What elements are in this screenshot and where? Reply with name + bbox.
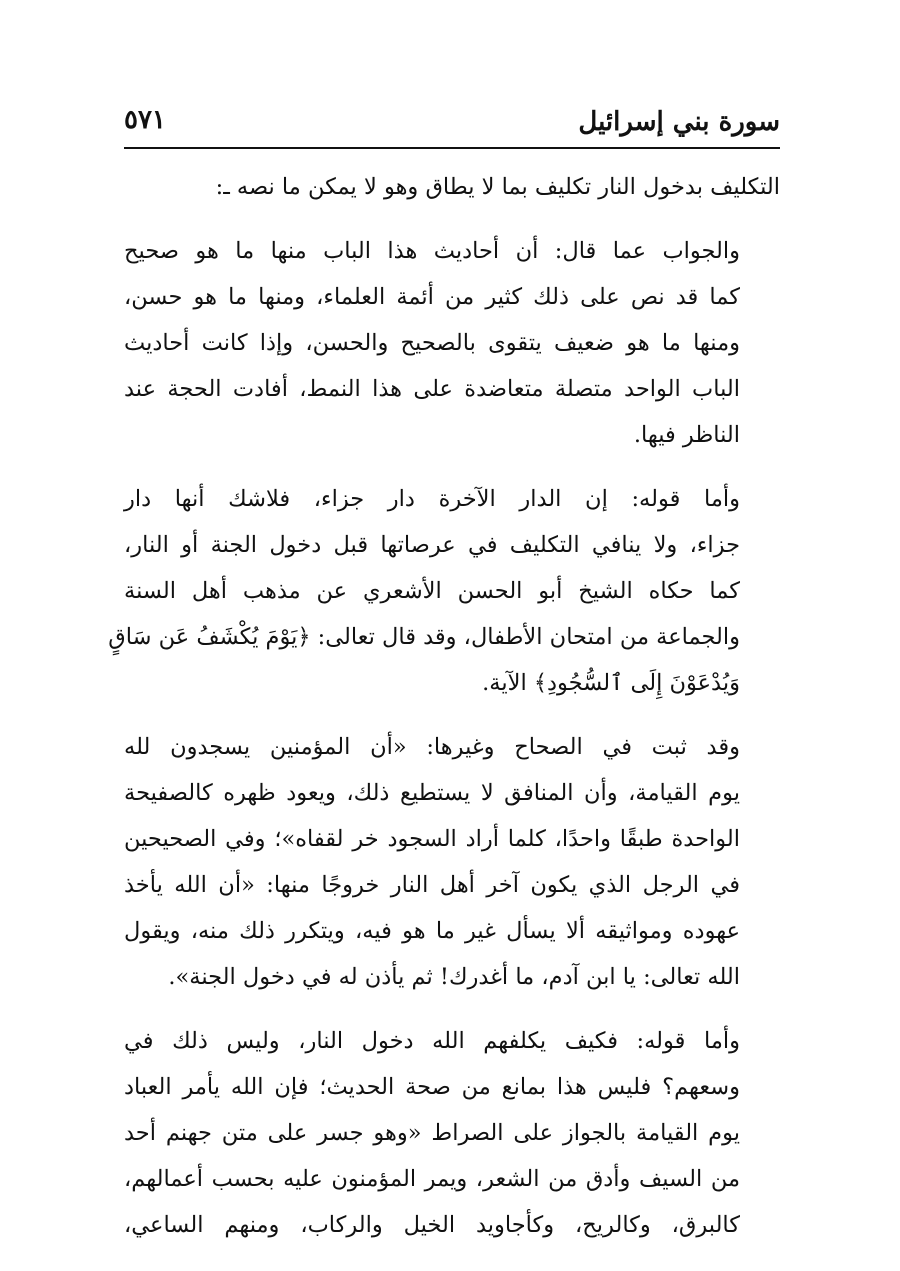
- text-line: في الرجل الذي يكون آخر أهل النار خروجًا منها: «أن الله يأخذ: [124, 872, 740, 898]
- text-line: الواحدة طبقًا واحدًا، كلما أراد السجود خر لقفاه»؛ وفي الصحيحين: [124, 826, 740, 852]
- page-number: ٥٧١: [124, 105, 166, 135]
- text-line: يوم القيامة، وأن المنافق لا يستطيع ذلك، ويعود ظهره كالصفيحة: [124, 780, 740, 806]
- text-line: يوم القيامة بالجواز على الصراط «وهو جسر على متن جهنم أحد: [124, 1120, 740, 1146]
- paragraph-hadith: [124, 724, 780, 1000]
- paragraph-answer: [124, 228, 780, 458]
- text-line: والجواب عما قال: أن أحاديث هذا الباب منها ما هو صحيح: [124, 238, 740, 264]
- paragraph-dar-jaza: [108, 476, 780, 706]
- text-line: وسعهم؟ فليس هذا بمانع من صحة الحديث؛ فإن الله يأمر العباد: [124, 1074, 740, 1100]
- text-line: عهوده ومواثيقه ألا يسأل غير ما هو فيه، ويتكرر ذلك منه، ويقول: [124, 918, 740, 944]
- text-line: كما قد نص على ذلك كثير من أئمة العلماء، ومنها ما هو حسن،: [124, 284, 740, 310]
- running-header: [124, 96, 780, 144]
- header-divider: [124, 147, 780, 149]
- text-line: وَيُدْعَوْنَ إِلَى ٱلسُّجُودِ﴾ الآية.: [482, 670, 740, 696]
- paragraph-sirat: [124, 1018, 780, 1248]
- text-line: التكليف بدخول النار تكليف بما لا يطاق وهو لا يمكن ما نصه ـ:: [215, 174, 780, 200]
- text-line: الباب الواحد متصلة متعاضدة على هذا النمط، أفادت الحجة عند: [124, 376, 740, 402]
- text-line: ومنها ما هو ضعيف يتقوى بالصحيح والحسن، وإذا كانت أحاديث: [124, 330, 740, 356]
- text-line: كالبرق، وكالريح، وكأجاويد الخيل والركاب، ومنهم الساعي،: [124, 1212, 740, 1238]
- body-text: [108, 164, 780, 1248]
- text-line: وأما قوله: فكيف يكلفهم الله دخول النار، وليس ذلك في: [124, 1028, 740, 1054]
- text-line: الله تعالى: يا ابن آدم، ما أغدرك! ثم يأذن له في دخول الجنة».: [168, 964, 740, 990]
- text-line: وأما قوله: إن الدار الآخرة دار جزاء، فلاشك أنها دار: [124, 486, 740, 512]
- text-line: جزاء، ولا ينافي التكليف في عرصاتها قبل دخول الجنة أو النار،: [124, 532, 740, 558]
- text-line: كما حكاه الشيخ أبو الحسن الأشعري عن مذهب أهل السنة: [124, 578, 740, 604]
- text-line: من السيف وأدق من الشعر، ويمر المؤمنون عليه بحسب أعمالهم،: [124, 1166, 740, 1192]
- book-page: [108, 0, 780, 1271]
- text-line: الناظر فيها.: [633, 422, 740, 448]
- paragraph-continuation: [124, 164, 780, 210]
- text-line: والجماعة من امتحان الأطفال، وقد قال تعالى: ﴿يَوْمَ يُكْشَفُ عَن سَاقٍ: [108, 624, 740, 650]
- text-line: وقد ثبت في الصحاح وغيرها: «أن المؤمنين يسجدون لله: [124, 734, 740, 760]
- running-title: سورة بني إسرائيل: [578, 107, 780, 137]
